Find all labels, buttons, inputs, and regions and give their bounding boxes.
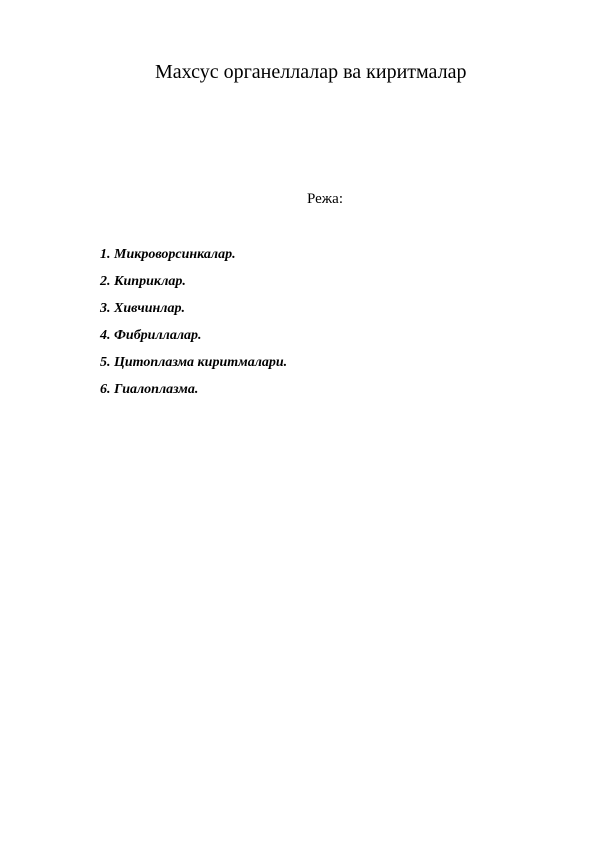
- plan-heading: Режа:: [307, 191, 343, 207]
- plan-item: 6. Гиалоплазма.: [100, 382, 199, 397]
- plan-item: 2. Киприклар.: [100, 274, 186, 289]
- plan-list: [100, 241, 287, 403]
- plan-item: 3. Хивчинлар.: [100, 301, 185, 316]
- document-title: Махсус органеллалар ва киритмалар: [155, 61, 467, 83]
- plan-item: 4. Фибриллалар.: [100, 328, 202, 343]
- plan-item: 1. Микроворсинкалар.: [100, 247, 236, 262]
- plan-item: 5. Цитоплазма киритмалари.: [100, 355, 288, 370]
